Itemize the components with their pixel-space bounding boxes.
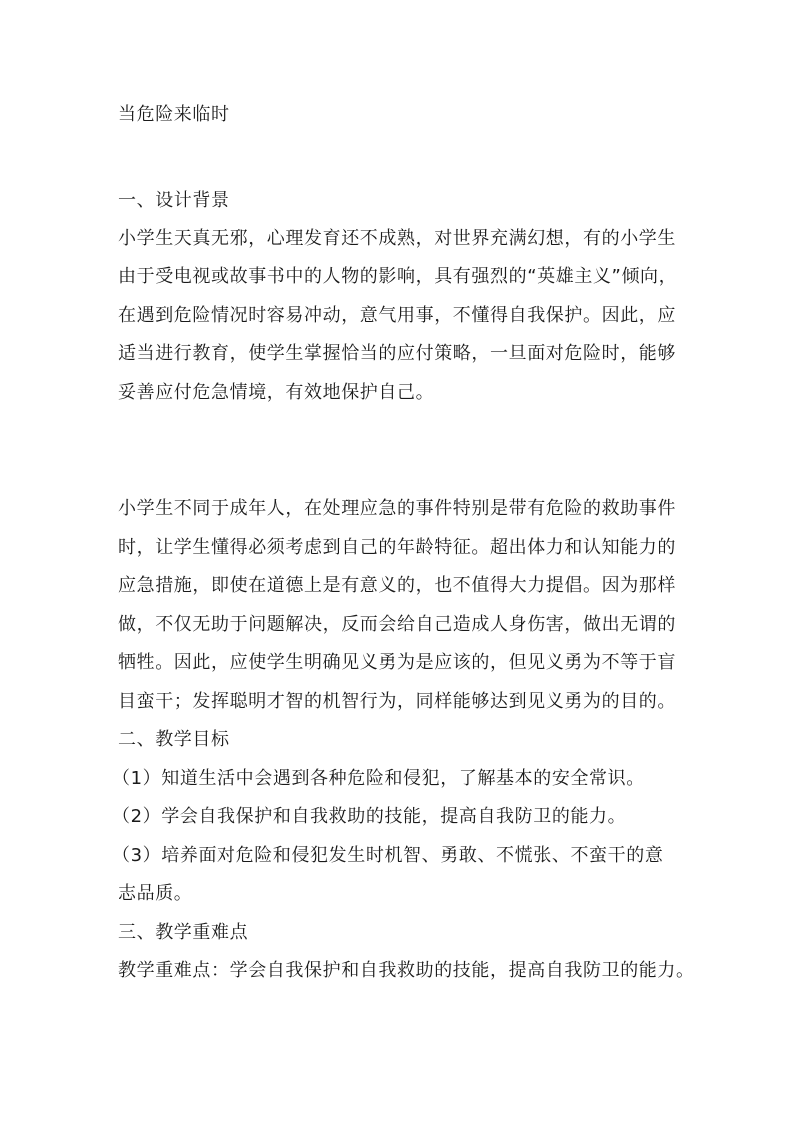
paragraph-line: 由于受电视或故事书中的人物的影响，具有强烈的“英雄主义”倾向， [118, 266, 678, 287]
paragraph-line: 目蛮干；发挥聪明才智的机智行为，同样能够达到见义勇为的目的。 [118, 691, 676, 712]
document-title: 当危险来临时 [118, 104, 230, 125]
paragraph-line: 时，让学生懂得必须考虑到自己的年龄特征。超出体力和认知能力的 [118, 537, 676, 558]
paragraph-line: 做，不仅无助于问题解决，反而会给自己造成人身伤害，做出无谓的 [118, 614, 676, 635]
goal-item-2: （2）学会自我保护和自我救助的技能，提高自我防卫的能力。 [112, 806, 627, 827]
goal-item-1: （1）知道生活中会遇到各种危险和侵犯，了解基本的安全常识。 [112, 768, 645, 789]
paragraph-line: 在遇到危险情况时容易冲动，意气用事，不懂得自我保护。因此，应 [118, 305, 676, 326]
paragraph-line: 妥善应付危急情境，有效地保护自己。 [118, 382, 435, 403]
goal-item-3-continuation: 志品质。 [118, 883, 193, 904]
paragraph-line: 适当进行教育，使学生掌握恰当的应付策略，一旦面对危险时，能够 [118, 343, 676, 364]
section-heading-teaching-goals: 二、教学目标 [118, 729, 230, 750]
section-heading-design-background: 一、设计背景 [118, 190, 230, 211]
paragraph-line: 牺牲。因此，应使学生明确见义勇为是应该的，但见义勇为不等于盲 [118, 652, 676, 673]
section-heading-key-points: 三、教学重难点 [118, 922, 249, 943]
key-points-paragraph: 教学重难点：学会自我保护和自我救助的技能，提高自我防卫的能力。 [118, 960, 695, 981]
paragraph-line: 小学生不同于成年人，在处理应急的事件特别是带有危险的救助事件 [118, 498, 676, 519]
goal-item-3: （3）培养面对危险和侵犯发生时机智、勇敢、不慌张、不蛮干的意 [112, 845, 664, 866]
paragraph-line: 小学生天真无邪，心理发育还不成熟，对世界充满幻想，有的小学生 [118, 228, 676, 249]
paragraph-line: 应急措施，即使在道德上是有意义的，也不值得大力提倡。因为那样 [118, 575, 676, 596]
